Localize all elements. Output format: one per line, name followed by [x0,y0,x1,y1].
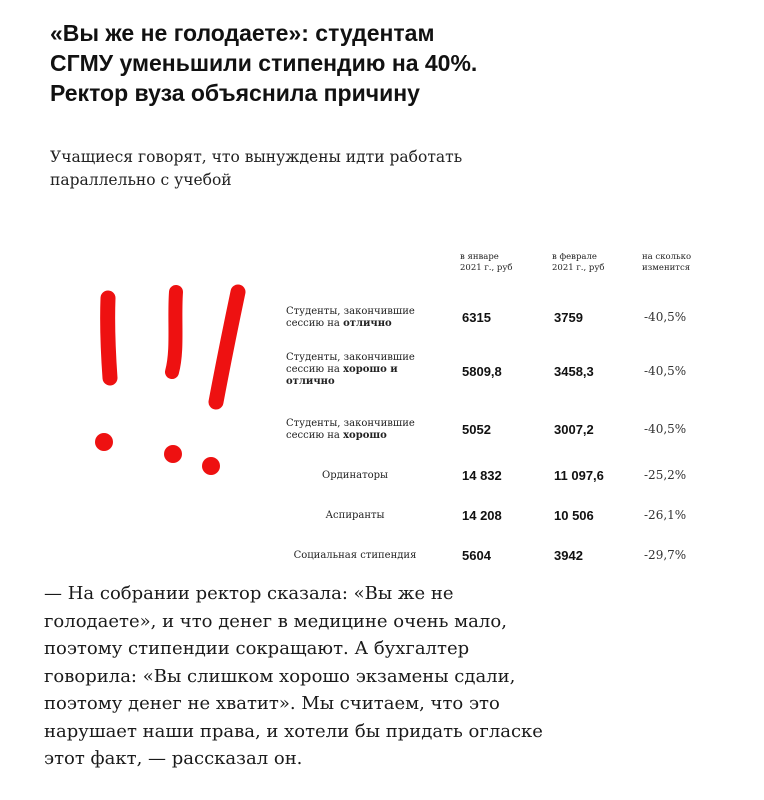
table-row-label: Студенты, закончившие сессию на хорошо и отлично [286,352,415,387]
exclamation-dot-3 [202,457,220,475]
col-header-feb: в феврале 2021 г., руб [552,252,605,273]
table-cell-feb: 3759 [554,310,583,325]
triple-exclamation-marks-icon [80,280,260,480]
table-cell-change: -40,5% [644,422,687,436]
table-cell-feb: 10 506 [554,508,594,523]
table-cell-feb: 3007,2 [554,422,594,437]
table-cell-change: -40,5% [644,310,687,324]
exclamation-bar-2 [172,292,176,372]
table-cell-jan: 14 208 [462,508,502,523]
table-row-label: Студенты, закончившие сессию на хорошо [286,418,415,441]
exclamation-dot-2 [164,445,182,463]
stipend-table [270,252,740,572]
article-headline: «Вы же не голодаете»: студентам СГМУ уменьшили стипендию на 40%. Ректор вуза объяснила причину [50,20,478,106]
table-cell-feb: 11 097,6 [554,468,604,483]
table-row-label: Ординаторы [322,470,388,481]
table-row-label: Студенты, закончившие сессию на отлично [286,306,415,329]
table-cell-jan: 5052 [462,422,491,437]
exclamation-bar-1 [108,298,110,378]
exclamation-dot-1 [95,433,113,451]
col-header-change: на сколько изменится [642,252,692,273]
table-row-label: Социальная стипендия [293,550,417,561]
table-cell-change: -40,5% [644,364,687,378]
exclamation-bar-3 [216,292,238,402]
article-quote: — На собрании ректор сказала: «Вы же не голодаете», и что денег в медицине очень мало, поэтому стипендии сокращают. А бухгалтер говорила: «Вы слишком хорошо экзамены сдали, поэтому денег не хватит». Мы считаем, что это нарушает наши права, и хотели бы придать огласке этот факт, — рассказал он. [44,583,543,769]
table-cell-feb: 3942 [554,548,583,563]
table-cell-jan: 6315 [462,310,491,325]
table-cell-change: -25,2% [644,468,687,482]
col-header-jan: в январе 2021 г., руб [460,252,513,273]
table-cell-change: -29,7% [644,548,687,562]
table-row-label: Аспиранты [325,510,385,521]
table-cell-jan: 14 832 [462,468,502,483]
table-cell-jan: 5604 [462,548,491,563]
table-cell-feb: 3458,3 [554,364,594,379]
table-cell-jan: 5809,8 [462,364,502,379]
article-subtitle: Учащиеся говорят, что вынуждены идти работать параллельно с учебой [50,148,463,189]
table-cell-change: -26,1% [644,508,687,522]
